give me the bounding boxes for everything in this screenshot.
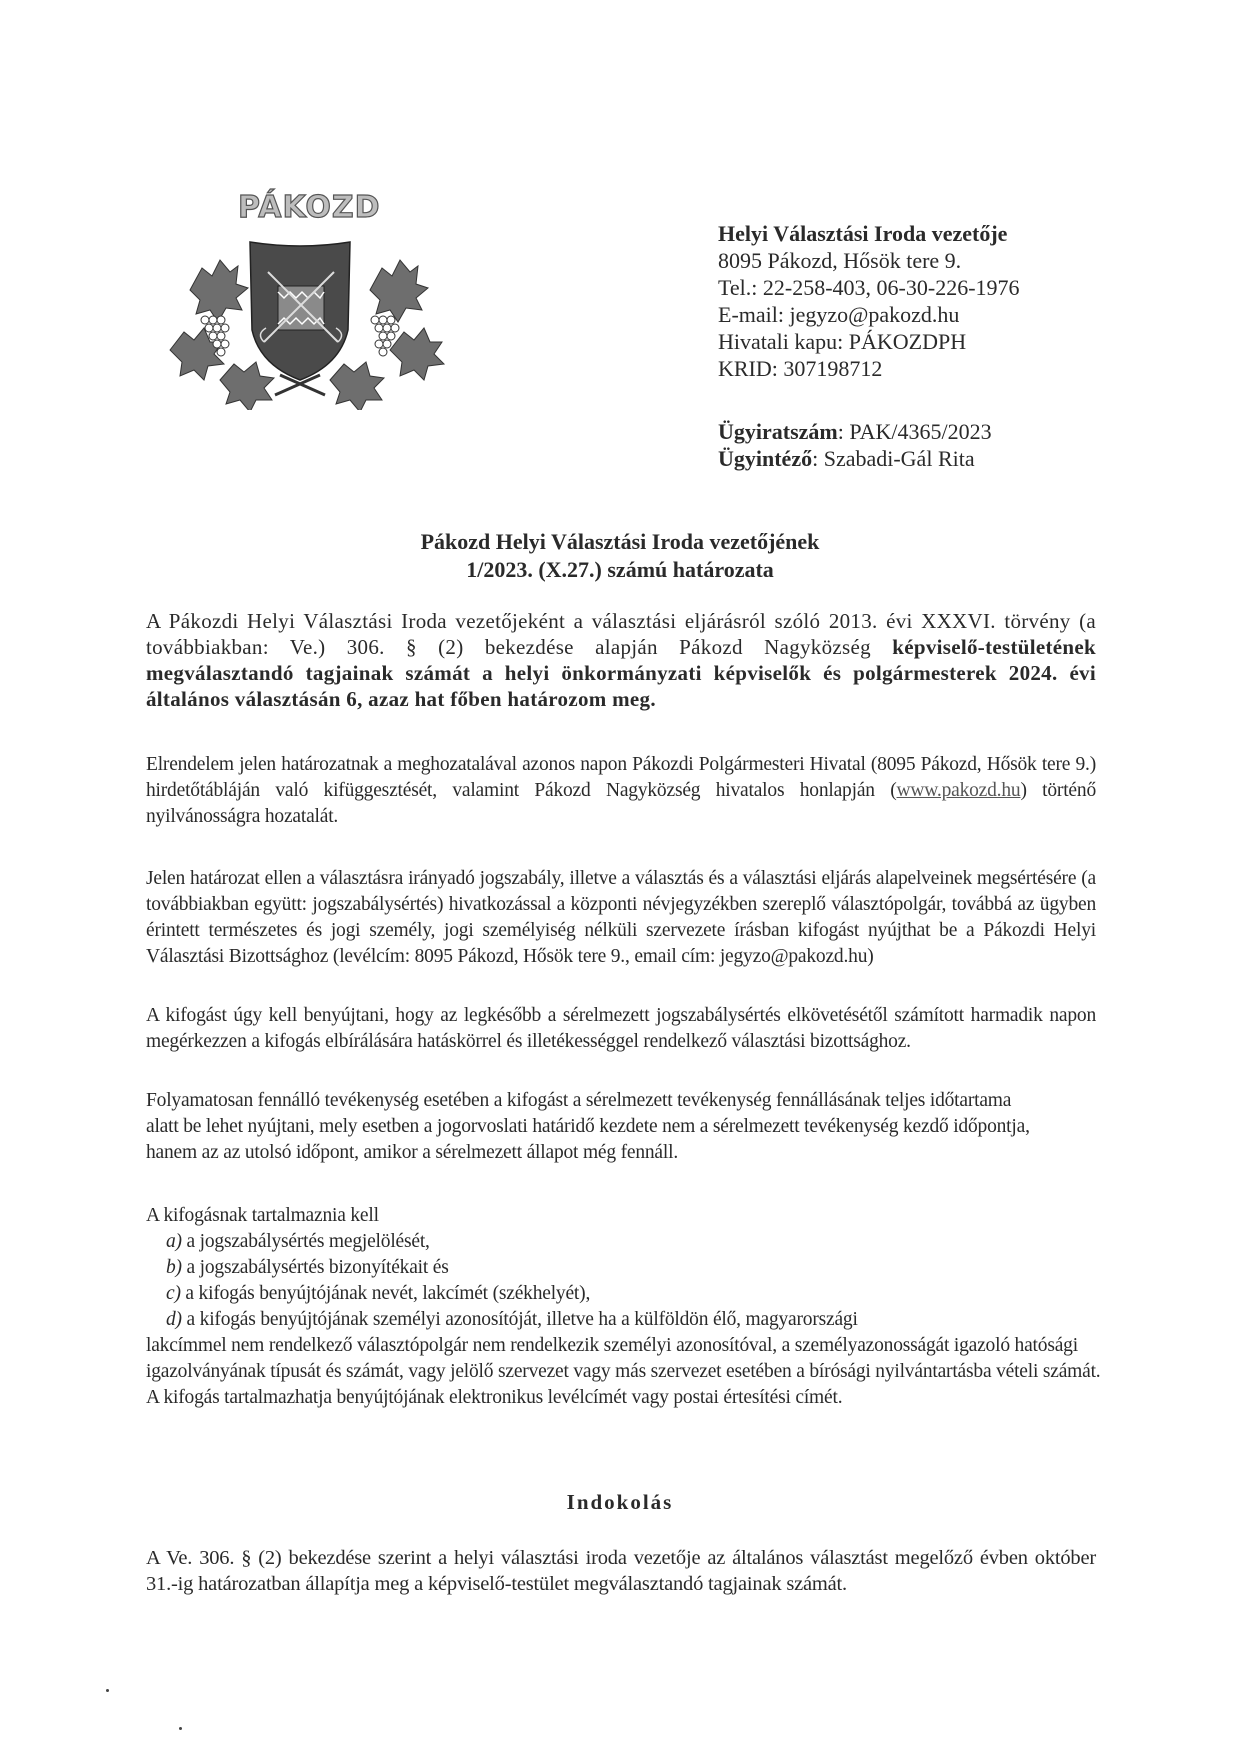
- publication-order-paragraph: [146, 752, 1096, 830]
- remedy-requirements: [146, 1203, 1106, 1411]
- requirements-intro: A kifogásnak tartalmaznia kell: [146, 1205, 379, 1226]
- remedy-paragraph-2: A kifogást úgy kell benyújtani, hogy az legkésőbb a sérelmezett jogszabálysértés elkövetésétől számított harmadik napon megérkezzen a kifogás elbírálására hatáskörrel és illetékességgel rendelkező választási bizottsághoz.: [146, 1005, 1096, 1052]
- issuer-org-name: Helyi Választási Iroda vezetője: [718, 221, 1008, 246]
- requirement-item-d-continued: lakcímmel nem rendelkező választópolgár nem rendelkezik személyi azonosítóval, a személyazonosságát igazoló hatósági igazolványának típusát és számát, vagy jelölő szervezet vagy más szervezet esetében a bírósági nyilvántartásba vételi számát.: [146, 1335, 1101, 1382]
- case-handler-value: : Szabadi-Gál Rita: [812, 446, 975, 471]
- order-text-before: Elrendelem jelen határozatnak a meghozatalával azonos napon Pákozdi Polgármesteri Hivatal (8095 Pákozd, Hősök tere 9.) hirdetőtábláján való kifüggesztését, valamint Pákozd Nagyközség hivatalos honlapján (: [146, 754, 1096, 801]
- remedy-closing: A kifogás tartalmazhatja benyújtójának elektronikus levélcímét vagy postai értesítési címét.: [146, 1387, 843, 1408]
- requirement-item-a: a) a jogszabálysértés megjelölését,: [166, 1231, 430, 1252]
- case-handler-label: Ügyintéző: [718, 446, 813, 471]
- decision-paragraph: [146, 608, 1096, 712]
- document-title: [140, 528, 1100, 584]
- website-link[interactable]: www.pakozd.hu: [896, 780, 1021, 801]
- requirement-item-c: c) a kifogás benyújtójának nevét, lakcímét (székhelyét),: [166, 1283, 591, 1304]
- issuer-phone: Tel.: 22-258-403, 06-30-226-1976: [718, 275, 1020, 300]
- case-number-label: Ügyiratszám: [718, 419, 838, 444]
- requirement-item-d: d) a kifogás benyújtójának személyi azonosítóját, illetve ha a külföldön élő, magyarországi: [166, 1309, 858, 1330]
- reasoning-heading: Indokolás: [566, 1490, 674, 1514]
- case-handler-line: [718, 445, 1098, 472]
- remedy-paragraph-1: Jelen határozat ellen a választásra irányadó jogszabály, illetve a választás és a választási eljárás alapelveinek megsértésére (a továbbiakban együtt: jogszabálysértés) hivatkozással a központi névjegyzékben szereplő választópolgár, továbbá az ügyben érintett természetes és jogi személy, jogi személyiség nélküli szervezete írásban kifogást nyújthat be a Pákozdi Helyi Választási Bizottsághoz (levélcím: 8095 Pákozd, Hősök tere 9., email cím: jegyzo@pakozd.hu): [146, 868, 1096, 967]
- title-line-2: 1/2023. (X.27.) számú határozata: [466, 557, 774, 582]
- issuer-gate: Hivatali kapu: PÁKOZDPH: [718, 329, 967, 354]
- issuer-krid: KRID: 307198712: [718, 356, 883, 381]
- reasoning-paragraph: A Ve. 306. § (2) bekezdése szerint a helyi választási iroda vezetője az általános választást megelőző évben október 31.-ig határozatban állapítja meg a képviselő-testület megválasztandó tagjainak számát.: [146, 1547, 1096, 1595]
- coat-of-arms-logo: [150, 180, 450, 410]
- decision-text: A Pákozdi Helyi Választási Iroda vezetőjeként a választási eljárásról szóló 2013. évi XXXVI. törvény (a továbbiakban: Ve.) 306. § (2) bekezdése alapján Pákozd Nagyközség: [146, 609, 1096, 659]
- case-number-value: : PAK/4365/2023: [837, 419, 992, 444]
- case-number-line: [718, 418, 1098, 445]
- scan-speck: [106, 1689, 109, 1692]
- logo-title: PÁKOZD: [238, 190, 381, 225]
- scan-speck: [179, 1727, 182, 1730]
- issuer-contact-block: [718, 220, 1098, 382]
- decision-bold-text: képviselő-testületének megválasztandó tagjainak számát a helyi önkormányzati képviselők és polgármesterek 2024. évi általános választásán 6, azaz hat főben határozom meg.: [146, 635, 1096, 711]
- coat-of-arms-icon: [150, 180, 450, 410]
- requirement-item-b: b) a jogszabálysértés bizonyítékait és: [166, 1257, 449, 1278]
- title-line-1: Pákozd Helyi Választási Iroda vezetőjének: [420, 529, 820, 554]
- issuer-address: 8095 Pákozd, Hősök tere 9.: [718, 248, 962, 273]
- remedy-paragraph-3: Folyamatosan fennálló tevékenység esetében a kifogást a sérelmezett tevékenység fennállásának teljes időtartama alatt be lehet nyújtani, mely esetben a jogorvoslati határidő kezdete nem a sérelmezett tevékenység kezdő időpontja, hanem az az utolsó időpont, amikor a sérelmezett állapot még fennáll.: [146, 1090, 1030, 1163]
- issuer-email: E-mail: jegyzo@pakozd.hu: [718, 302, 960, 327]
- case-info-block: [718, 418, 1098, 472]
- order-text-after: ) történő nyilvánosságra hozatalát.: [146, 780, 1096, 827]
